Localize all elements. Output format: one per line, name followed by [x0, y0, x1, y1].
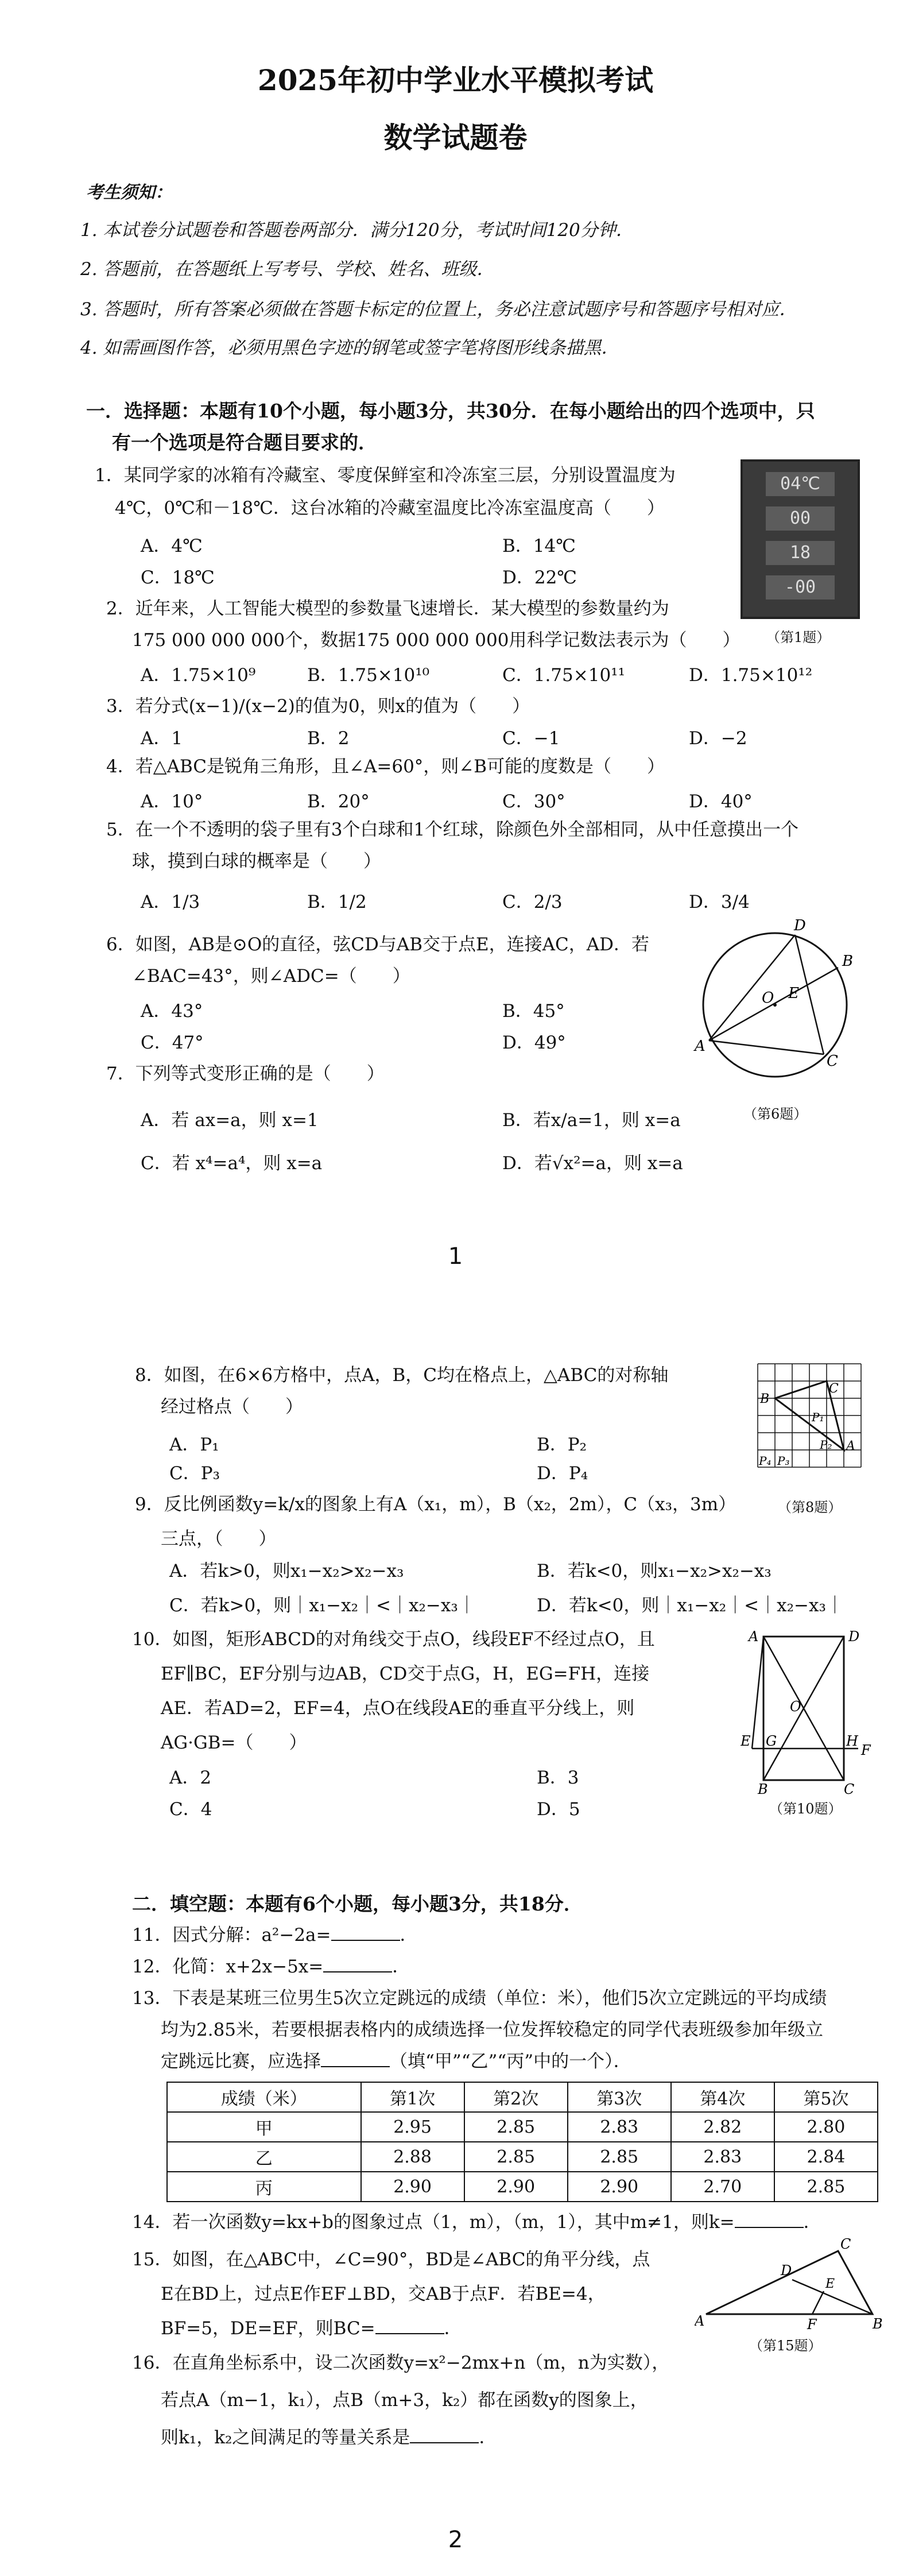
q6-option-c: C．47° — [141, 1032, 204, 1053]
q9-option-b: B．若k<0，则x₁−x₂>x₂−x₃ — [537, 1561, 772, 1581]
q7-option-c: C．若 x⁴=a⁴，则 x=a — [141, 1153, 323, 1174]
label-b: B — [873, 2316, 883, 2332]
q9-option-c: C．若k>0，则｜x₁−x₂｜<｜x₂−x₃｜ — [169, 1595, 476, 1616]
q10-option-b: B．3 — [537, 1767, 579, 1788]
label-d: D — [794, 917, 806, 934]
label-b: B — [842, 953, 854, 970]
q8-option-c: C．P₃ — [169, 1463, 220, 1484]
q7-line: 7．下列等式变形正确的是（ ） — [106, 1063, 385, 1084]
label-f: F — [861, 1742, 871, 1758]
q16-line: 16．在直角坐标系中，设二次函数y=x²−2mx+n（m，n为实数）， — [132, 2353, 670, 2373]
q15-line — [161, 2317, 462, 2340]
label-p4: P₄ — [759, 1454, 772, 1468]
q13-line: 均为2.85米，若要根据表格内的成绩选择一位发挥较稳定的同学代表班级参加年级立 — [161, 2020, 824, 2040]
table-cell: 2.85 — [774, 2172, 878, 2202]
note-item: 4. 如需画图作答，必须用黑色字迹的钢笔或签字笔将图形线条描黑． — [80, 338, 619, 358]
q10-option-d: D．5 — [537, 1799, 580, 1820]
table-header: 第2次 — [464, 2082, 568, 2112]
q5-option-b: B．1/2 — [307, 892, 367, 912]
table-cell: 2.80 — [774, 2112, 878, 2142]
q8-line: 8．如图，在6×6方格中，点A，B，C均在格点上，△ABC的对称轴 — [135, 1365, 669, 1386]
q9-option-d: D．若k<0，则｜x₁−x₂｜<｜x₂−x₃｜ — [537, 1595, 844, 1616]
q7-option-b: B．若x/a=1，则 x=a — [502, 1110, 681, 1131]
q8-option-a: A．P₁ — [169, 1434, 219, 1455]
q14-text: 14．若一次函数y=kx+b的图象过点（1，m），（m，1），其中m≠1，则k= — [132, 2212, 735, 2233]
table-cell: 2.85 — [568, 2142, 671, 2172]
q16-line — [161, 2426, 497, 2449]
label-e: E — [788, 985, 799, 1002]
q14-line — [132, 2211, 821, 2234]
table-header: 第4次 — [671, 2082, 774, 2112]
q7-option-a: A．若 ax=a，则 x=1 — [141, 1110, 319, 1131]
table-header-row — [167, 2082, 878, 2112]
note-item: 3. 答题时，所有答案必须做在答题卡标定的位置上，务必注意试题序号和答题序号相对应． — [80, 299, 797, 320]
q8-figure-caption: （第8题） — [778, 1499, 842, 1515]
label-d: D — [781, 2262, 792, 2279]
q1-option-b: B．14℃ — [502, 536, 576, 556]
q16-end: ． — [479, 2427, 497, 2448]
q15-triangle-figure — [695, 2234, 884, 2343]
fridge-display: 00 — [766, 506, 835, 531]
q3-option-b: B．2 — [307, 728, 350, 749]
answer-blank[interactable] — [410, 2426, 479, 2443]
q2-option-d: D．1.75×10¹² — [689, 665, 813, 686]
table-cell: 2.85 — [464, 2112, 568, 2142]
q7-option-d: D．若√x²=a，则 x=a — [502, 1153, 683, 1174]
page-number: 2 — [448, 2527, 463, 2553]
table-cell: 2.84 — [774, 2142, 878, 2172]
label-b: B — [758, 1781, 768, 1797]
note-item: 2. 答题前，在答题纸上写考号、学校、姓名、班级． — [80, 259, 495, 280]
q6-circle-figure — [692, 913, 864, 1103]
table-row — [167, 2172, 878, 2202]
table-cell: 2.95 — [361, 2112, 464, 2142]
q14-end: ． — [803, 2212, 821, 2233]
answer-blank[interactable] — [735, 2211, 804, 2228]
q8-grid-figure — [752, 1358, 878, 1496]
label-d: D — [848, 1629, 860, 1645]
section1-heading: 一．选择题：本题有10个小题，每小题3分，共30分．在每小题给出的四个选项中，只 — [86, 400, 815, 422]
q2-option-a: A．1.75×10⁹ — [141, 665, 256, 686]
q9-option-a: A．若k>0，则x₁−x₂>x₂−x₃ — [169, 1561, 404, 1581]
q9-line: 三点，（ ） — [161, 1529, 277, 1549]
q13-line: 13．下表是某班三位男生5次立定跳远的成绩（单位：米），他们5次立定跳远的平均成绩 — [132, 1988, 827, 2009]
q5-option-a: A．1/3 — [141, 892, 200, 912]
section1-heading-cont: 有一个选项是符合题目要求的． — [112, 431, 377, 454]
table-header: 第1次 — [361, 2082, 464, 2112]
table-cell: 2.83 — [671, 2142, 774, 2172]
q1-line: 1．某同学家的冰箱有冷藏室、零度保鲜室和冷冻室三层，分别设置温度为 — [95, 465, 676, 486]
label-a: A — [695, 1038, 705, 1055]
q9-line: 9．反比例函数y=k/x的图象上有A（x₁，m），B（x₂，2m），C（x₃，3m） — [135, 1494, 736, 1515]
q1-option-d: D．22℃ — [502, 567, 577, 588]
label-p2: P₂ — [820, 1438, 832, 1452]
q11-end: ． — [400, 1925, 418, 1945]
label-e: E — [741, 1733, 751, 1749]
q12-text: 12．化简：x+2x−5x= — [132, 1956, 324, 1977]
q4-option-d: D．40° — [689, 791, 753, 812]
q10-rectangle-figure — [741, 1625, 878, 1797]
label-c: C — [827, 1053, 838, 1070]
q11-text: 11．因式分解：a²−2a= — [132, 1925, 331, 1945]
label-c: C — [840, 2236, 851, 2252]
table-header: 第3次 — [568, 2082, 671, 2112]
q10-option-a: A．2 — [169, 1767, 212, 1788]
label-f: F — [807, 2316, 817, 2333]
q12-end: ． — [392, 1956, 410, 1977]
q16-line: 若点A（m−1，k₁），点B（m+3，k₂）都在函数y的图象上， — [161, 2390, 648, 2411]
grid-lines — [758, 1364, 861, 1467]
q2-option-b: B．1.75×10¹⁰ — [307, 665, 430, 686]
q15-text: BF=5，DE=EF，则BC= — [161, 2318, 375, 2339]
q13-text-end: （填“甲”“乙”“丙”中的一个）． — [390, 2051, 631, 2072]
label-a: A — [846, 1439, 855, 1453]
table-cell: 甲 — [167, 2112, 361, 2142]
q10-line: EF∥BC，EF分别与边AB，CD交于点G，H，EG=FH，连接 — [161, 1664, 650, 1684]
q10-line: AE．若AD=2，EF=4，点O在线段AE的垂直平分线上，则 — [161, 1698, 635, 1719]
page-number: 1 — [448, 1243, 463, 1270]
label-e: E — [825, 2277, 835, 2291]
q1-option-c: C．18℃ — [141, 567, 215, 588]
table-row — [167, 2142, 878, 2172]
q15-end: ． — [444, 2318, 462, 2339]
score-table — [166, 2082, 878, 2202]
label-o: O — [762, 989, 774, 1007]
exam-subtitle: 数学试题卷 — [383, 121, 528, 154]
q1-option-a: A．4℃ — [141, 536, 203, 556]
q13-text: 定跳远比赛，应选择 — [161, 2051, 321, 2072]
q6-option-b: B．45° — [502, 1001, 565, 1022]
table-cell: 2.90 — [361, 2172, 464, 2202]
q4-line: 4．若△ABC是锐角三角形，且∠A=60°，则∠B可能的度数是（ ） — [106, 756, 665, 777]
q3-option-c: C．−1 — [502, 728, 560, 749]
table-cell: 2.70 — [671, 2172, 774, 2202]
q15-figure-caption: （第15题） — [749, 2338, 822, 2354]
q15-line: 15．如图，在△ABC中，∠C=90°，BD是∠ABC的角平分线，点 — [132, 2249, 650, 2270]
q5-line: 5．在一个不透明的袋子里有3个白球和1个红球，除颜色外全部相同，从中任意摸出一个 — [106, 819, 799, 840]
q16-text: 则k₁，k₂之间满足的等量关系是 — [161, 2427, 410, 2448]
label-p3: P₃ — [777, 1454, 790, 1468]
q6-line: 6．如图，AB是⊙O的直径，弦CD与AB交于点E，连接AC，AD．若 — [106, 934, 649, 955]
note-item: 1. 本试卷分试题卷和答题卷两部分．满分120分，考试时间120分钟． — [80, 220, 634, 241]
answer-blank[interactable] — [323, 1955, 392, 1972]
q4-option-c: C．30° — [502, 791, 565, 812]
q5-option-d: D．3/4 — [689, 892, 750, 912]
q1-figure-caption: （第1题） — [766, 629, 831, 645]
label-g: G — [766, 1733, 777, 1749]
q2-option-c: C．1.75×10¹¹ — [502, 665, 626, 686]
table-cell: 乙 — [167, 2142, 361, 2172]
table-cell: 2.88 — [361, 2142, 464, 2172]
table-cell: 2.90 — [568, 2172, 671, 2202]
q12-line — [132, 1955, 410, 1978]
q5-option-c: C．2/3 — [502, 892, 563, 912]
table-cell: 2.83 — [568, 2112, 671, 2142]
fridge-panel-photo — [741, 459, 860, 619]
label-c: C — [829, 1382, 839, 1396]
table-header: 第5次 — [774, 2082, 878, 2112]
q6-option-d: D．49° — [502, 1032, 566, 1053]
table-cell: 2.82 — [671, 2112, 774, 2142]
exam-title: 2025年初中学业水平模拟考试 — [257, 63, 654, 97]
q3-option-a: A．1 — [141, 728, 183, 749]
label-a: A — [695, 2313, 705, 2329]
table-row — [167, 2112, 878, 2142]
q6-figure-caption: （第6题） — [743, 1106, 808, 1122]
q2-line: 2．近年来，人工智能大模型的参数量飞速增长．某大模型的参数量约为 — [106, 598, 669, 619]
label-o: O — [790, 1699, 801, 1715]
answer-blank[interactable] — [321, 2050, 390, 2067]
q5-line: 球，摸到白球的概率是（ ） — [132, 851, 381, 872]
q8-option-b: B．P₂ — [537, 1434, 587, 1455]
fridge-display: 18 — [766, 541, 835, 565]
q10-line: 10．如图，矩形ABCD的对角线交于点O，线段EF不经过点O，且 — [132, 1629, 655, 1650]
label-b: B — [760, 1392, 770, 1406]
q3-line: 3．若分式(x−1)/(x−2)的值为0，则x的值为（ ） — [106, 696, 530, 717]
q11-line — [132, 1924, 418, 1947]
q2-line: 175 000 000 000个，数据175 000 000 000用科学记数法表示为（ ） — [132, 630, 741, 651]
fridge-display: -00 — [766, 575, 835, 599]
label-p1: P₁ — [812, 1410, 824, 1424]
label-c: C — [844, 1781, 855, 1797]
table-header: 成绩（米） — [167, 2082, 361, 2112]
table-cell: 2.90 — [464, 2172, 568, 2202]
q10-line: AG·GB=（ ） — [161, 1732, 307, 1753]
q1-line: 4℃，0℃和－18℃．这台冰箱的冷藏室温度比冷冻室温度高（ ） — [115, 498, 665, 519]
notes-heading: 考生须知： — [86, 183, 172, 203]
answer-blank[interactable] — [331, 1924, 400, 1941]
q13-line — [161, 2050, 631, 2073]
answer-blank[interactable] — [375, 2317, 444, 2334]
q15-line: E在BD上，过点E作EF⊥BD，交AB于点F．若BE=4， — [161, 2284, 606, 2304]
table-cell: 丙 — [167, 2172, 361, 2202]
q10-option-c: C．4 — [169, 1799, 212, 1820]
section2-heading: 二．填空题：本题有6个小题，每小题3分，共18分． — [132, 1893, 583, 1915]
q6-line: ∠BAC=43°，则∠ADC=（ ） — [132, 966, 410, 987]
q4-option-a: A．10° — [141, 791, 203, 812]
table-cell: 2.85 — [464, 2142, 568, 2172]
q8-option-d: D．P₄ — [537, 1463, 588, 1484]
label-h: H — [846, 1733, 858, 1749]
q4-option-b: B．20° — [307, 791, 370, 812]
q10-figure-caption: （第10题） — [769, 1801, 842, 1817]
q6-option-a: A．43° — [141, 1001, 203, 1022]
label-a: A — [749, 1629, 759, 1645]
q3-option-d: D．−2 — [689, 728, 747, 749]
q8-line: 经过格点（ ） — [161, 1397, 303, 1417]
fridge-display: 04℃ — [766, 472, 835, 496]
